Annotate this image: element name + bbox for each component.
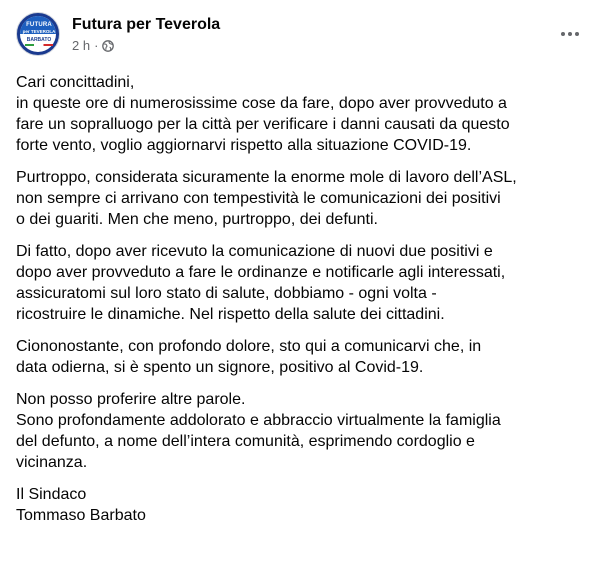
post-message (16, 72, 590, 537)
post-text-line: Tommaso Barbato (16, 507, 146, 524)
meta-separator: · (94, 38, 99, 53)
post-text-line: data odierna, si è spento un signore, positivo al Covid-19. (16, 359, 424, 376)
post-paragraph (16, 241, 590, 325)
globe-icon[interactable] (102, 40, 114, 52)
post-text-line: in queste ore di numerosissime cose da fare, dopo aver provveduto a (16, 95, 507, 112)
post-paragraph (16, 336, 590, 378)
avatar-logo-line2: per TEVEROLA (22, 29, 56, 34)
more-dot (568, 32, 572, 36)
post-text-line: vicinanza. (16, 454, 88, 471)
post-text-line: Ciononostante, con profondo dolore, sto qui a comunicarvi che, in (16, 338, 482, 355)
post-text-line: del defunto, a nome dell’intera comunità, esprimendo cordoglio e (16, 433, 475, 450)
post-text-line: Sono profondamente addolorato e abbraccio virtualmente la famiglia (16, 412, 501, 429)
post-text-line: forte vento, voglio aggiornarvi rispetto alla situazione COVID-19. (16, 137, 472, 154)
avatar-flag-stripe (25, 44, 53, 46)
post-text-line: o dei guariti. Men che meno, purtroppo, dei defunti. (16, 211, 378, 228)
post-text-line: Cari concittadini, (16, 74, 135, 91)
more-dot (561, 32, 565, 36)
post-header (16, 12, 588, 56)
post-paragraph (16, 167, 590, 230)
more-horizontal-icon[interactable] (556, 22, 584, 46)
post-text-line: non sempre ci arrivano con tempestività le comunicazioni dei positivi (16, 190, 501, 207)
more-dot (575, 32, 579, 36)
post-text-line: dopo aver provveduto a fare le ordinanze e notificarle agli interessati, (16, 264, 506, 281)
post-timestamp[interactable]: 2 h (72, 38, 91, 53)
page-name-link[interactable]: Futura per Teverola (72, 16, 221, 33)
avatar-logo-line1: FUTURA (26, 22, 52, 28)
post-meta (72, 38, 114, 54)
post-text-line: ricostruire le dinamiche. Nel rispetto della salute dei cittadini. (16, 306, 445, 323)
post-paragraph (16, 389, 590, 473)
page-avatar[interactable] (16, 12, 60, 56)
post-text-line: Il Sindaco (16, 486, 87, 503)
post-text-line: Purtroppo, considerata sicuramente la enorme mole di lavoro dell’ASL, (16, 169, 517, 186)
post-text-line: Di fatto, dopo aver ricevuto la comunicazione di nuovi due positivi e (16, 243, 493, 260)
post-paragraph (16, 484, 590, 526)
post-paragraph (16, 72, 590, 156)
post-text-line: Non posso proferire altre parole. (16, 391, 246, 408)
post-text-line: assicuratomi sul loro stato di salute, dobbiamo - ogni volta - (16, 285, 437, 302)
post-text-line: fare un sopralluogo per la città per verificare i danni causati da questo (16, 116, 510, 133)
avatar-logo-line3: BARBATO (26, 37, 52, 43)
